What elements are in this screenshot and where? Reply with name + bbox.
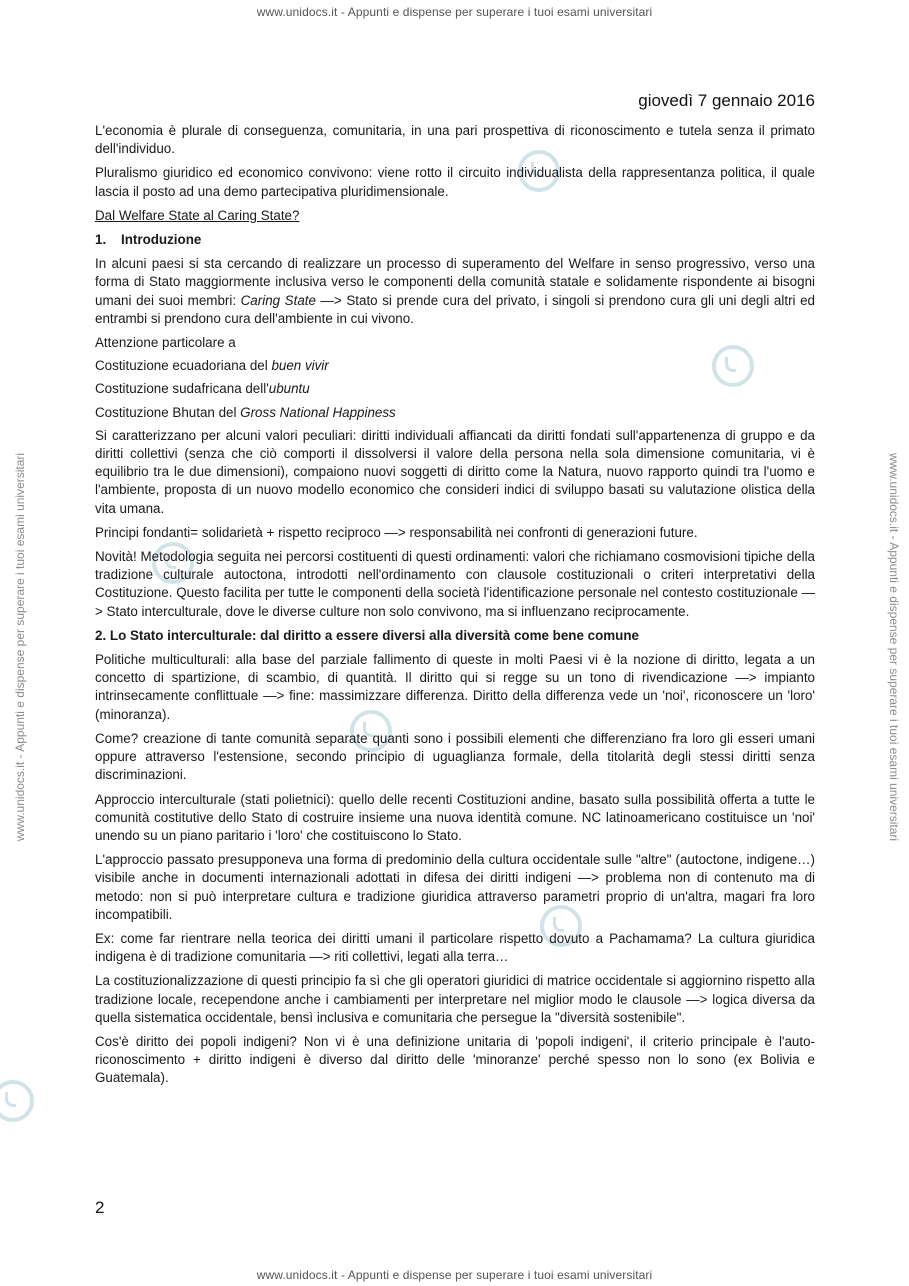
emphasis: Caring State (240, 292, 316, 308)
emphasis: buen vivir (271, 358, 329, 374)
paragraph: Approccio interculturale (stati polietnici): quello delle recenti Costituzioni andine, basato sulla possibilità offerta a tutte le comunità costitutive dello Stato di costruire insieme una nuova identità comune. NC latinoamericano costituisce un 'noi' unendo su un piano paritario i 'loro' che costituiscono lo Stato. (95, 791, 815, 843)
text-span: —> Stato si prende cura del privato, i singoli si prendono cura gli uni degli altri ed entrambi si prendono cura dell'ambiente in cui vivono. (95, 292, 815, 326)
watermark-bottom: www.unidocs.it - Appunti e dispense per superare i tuoi esami universitari (256, 1268, 653, 1282)
emphasis: Gross National Happiness (240, 404, 396, 420)
text-span: In alcuni paesi si sta cercando di realizzare un processo di superamento del Welfare in senso progressivo, verso una forma di Stato maggiormente inclusiva verso le componenti della comunità statale e solidamente rispondente ai bisogni umani dei suoi membri: (95, 256, 815, 308)
watermark-left: www.unidocs.it - Appunti e dispense per superare i tuoi esami universitari (13, 452, 27, 842)
paragraph (95, 255, 815, 328)
paragraph: Attenzione particolare a (95, 335, 236, 351)
document-body (95, 122, 815, 1094)
paragraph: Cos'è diritto dei popoli indigeni? Non vi è una definizione unitaria di 'popoli indigeni', il criterio principale è l'auto-riconoscimento + diritto indigeni è diverso dal diritto delle 'minoranze' perché spesso non lo sono (ex Bolivia e Guatemala). (95, 1033, 815, 1086)
heading-stato-interculturale: 2. Lo Stato interculturale: dal diritto a essere diversi alla diversità come bene comune (95, 627, 639, 643)
paragraph (95, 380, 815, 398)
paragraph: Pluralismo giuridico ed economico convivono: viene rotto il circuito individualista della rappresentanza politica, il quale lascia il posto ad una demo partecipativa pluridimensionale. (95, 165, 815, 199)
unidocs-logo-icon (0, 1080, 34, 1122)
section-title-underlined: Dal Welfare State al Caring State? (95, 207, 300, 223)
paragraph: L'economia è plurale di conseguenza, comunitaria, in una pari prospettiva di riconoscimento e tutela senza il primato dell'individuo. (95, 123, 815, 157)
page-number: 2 (95, 1198, 105, 1217)
text-span: Costituzione sudafricana dell' (95, 381, 269, 397)
watermark-right: www.unidocs.it - Appunti e dispense per superare i tuoi esami universitari (887, 452, 901, 842)
paragraph: L'approccio passato presupponeva una forma di predominio della cultura occidentale sulle "altre" (autoctone, indigene…) visibile anche in documenti internazionali adottati in difesa dei diritti indigeni —> problema non di contenuto ma di metodo: non si può interpretare cultura e tradizione giuridica attraverso parametri proprio di un'altra, magari fra loro incompatibili. (95, 852, 815, 922)
heading-text: Introduzione (121, 232, 202, 248)
page-date: giovedì 7 gennaio 2016 (638, 91, 815, 110)
heading-number: 1. (95, 232, 107, 248)
heading-introduzione (95, 231, 815, 249)
paragraph: Politiche multiculturali: alla base del parziale fallimento di queste in molti Paesi vi è la nozione di diritto, legata a un concetto di spartizione, di scambio, di quantità. Il diritto qui si regge su un tono di rivendicazione —> impianto intrinsecamente conflittuale —> fine: massimizzare differenza. Diritto della differenza vede un 'noi', riconoscere un 'loro' (minoranza). (95, 652, 815, 722)
paragraph (95, 404, 815, 422)
paragraph: Ex: come far rientrare nella teorica dei diritti umani il particolare rispetto dovuto a Pachamama? La cultura giuridica indigena è di tradizione comunitaria —> riti collettivi, legati alla terra… (95, 930, 815, 965)
paragraph (95, 357, 815, 375)
paragraph: La costituzionalizzazione di questi principio fa sì che gli operatori giuridici di matrice occidentale si aggiornino rispetto alla tradizione locale, recependone anche i cambiamenti per interpretare nel miglior modo le clausole —> logica diversa da quella sistematica occidentale, bensì inclusiva e comunitaria che persegue la "diversità sostenibile". (95, 973, 815, 1025)
text-span: Costituzione ecuadoriana del (95, 358, 272, 374)
watermark-top: www.unidocs.it - Appunti e dispense per superare i tuoi esami universitari (256, 5, 653, 19)
paragraph: Principi fondanti= solidarietà + rispetto reciproco —> responsabilità nei confronti di generazioni future. (95, 524, 698, 540)
paragraph: Si caratterizzano per alcuni valori peculiari: diritti individuali affiancati da diritti fondati sull'appartenenza di gruppo e da diritti collettivi (senza che ciò comporti il dissolversi il valore della persona nella sola dimensione comunitaria, vi è equilibrio tra le due dimensioni), compaiono nuovi soggetti di diritto come la Natura, nuovo rapporto quindi tra l'uomo e l'ambiente, proposta di un nuovo modello economico che consideri indici di sviluppo basati su valutazione olistica della vita umana. (95, 427, 815, 516)
emphasis: ubuntu (268, 381, 310, 397)
paragraph: Come? creazione di tante comunità separate quanti sono i possibili elementi che differenziano fra loro gli esseri umani oppure attraverso l'estensione, secondo principio di uguaglianza formale, della titolarità degli stessi diritti senza discriminazioni. (95, 730, 815, 783)
text-span: Costituzione Bhutan del (95, 404, 241, 420)
paragraph: Novità! Metodologia seguita nei percorsi costituenti di questi ordinamenti: valori che richiamano cosmovisioni tipiche della tradizione culturale autoctona, introdotti nell'ordinamento con clausole costituzionali o criteri interpretativi della Costituzione. Questo facilita per tutte le componenti della società l'identificazione personale nel contesto costituzionale —> Stato interculturale, dove le diverse culture non solo convivono, ma si influenzano reciprocamente. (95, 549, 815, 619)
